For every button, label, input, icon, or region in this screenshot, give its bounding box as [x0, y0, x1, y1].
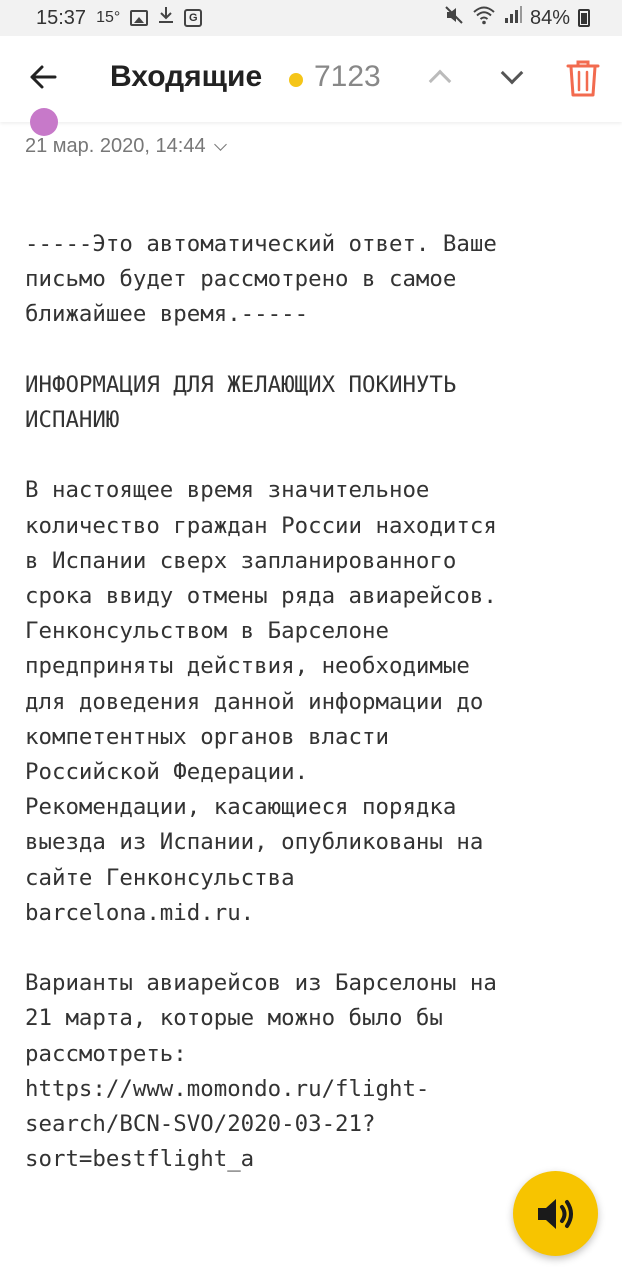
body-line: Генконсульством в Барселоне [25, 618, 389, 645]
body-line: ближайшее время.----- [25, 301, 309, 328]
body-line: -----Это автоматический ответ. Ваше [25, 231, 497, 257]
body-line: для доведения данной информации до [25, 688, 484, 715]
body-line: barcelona.mid.ru. [25, 899, 255, 926]
body-line: в Испании сверх запланированного [25, 547, 457, 574]
body-paragraph [25, 368, 605, 438]
body-paragraph [25, 473, 605, 931]
body-line: Рекомендации, касающиеся порядка [25, 794, 457, 821]
body-paragraph [25, 966, 605, 1177]
status-bar [0, 0, 622, 36]
wifi-icon [472, 5, 496, 31]
body-line: срока ввиду отмены ряда авиарейсов. [25, 583, 497, 609]
battery-percent: 84% [529, 6, 570, 29]
message-date-text: 21 мар. 2020, 14:44 [25, 135, 206, 157]
message-date[interactable] [25, 135, 225, 158]
body-line: выезда из Испании, опубликованы на [25, 829, 484, 856]
translate-icon: G [184, 9, 202, 27]
app-header [0, 36, 622, 122]
body-line: ИСПАНИЮ [25, 407, 120, 433]
body-line: 21 марта, которые можно было бы [25, 1005, 443, 1032]
chevron-down-icon [214, 138, 227, 151]
body-paragraph [25, 227, 605, 333]
link-line[interactable]: search/BCN-SVO/2020-03-21? [25, 1111, 376, 1138]
next-message-button[interactable] [497, 64, 527, 94]
body-line: В настоящее время значительное [25, 477, 430, 504]
body-line: Варианты авиарейсов из Барселоны на [25, 970, 497, 997]
body-line: компетентных органов власти [25, 723, 389, 750]
link-line[interactable]: sort=bestflight_a [25, 1146, 255, 1173]
status-temperature: 15° [96, 9, 121, 26]
sender-avatar[interactable] [30, 108, 58, 136]
status-time: 15:37 [36, 6, 87, 29]
download-icon [158, 6, 174, 30]
mute-icon [444, 5, 464, 31]
trash-icon[interactable] [566, 60, 602, 100]
message-body [25, 227, 605, 1213]
back-arrow-icon[interactable] [26, 62, 60, 96]
read-aloud-button[interactable] [513, 1171, 598, 1256]
previous-message-button[interactable] [425, 64, 455, 94]
body-line: количество граждан России находится [25, 512, 497, 539]
battery-icon [578, 9, 590, 27]
body-line: предприняты действия, необходимые [25, 653, 470, 680]
body-line: Российской Федерации. [25, 759, 309, 786]
body-line: сайте Генконсульства [25, 864, 295, 891]
signal-icon [504, 6, 522, 30]
speaker-icon [534, 1193, 578, 1235]
body-line: рассмотреть: [25, 1040, 187, 1067]
body-line: ИНФОРМАЦИЯ ДЛЯ ЖЕЛАЮЩИХ ПОКИНУТЬ [25, 371, 457, 398]
unread-count: 7123 [314, 60, 381, 93]
unread-dot [289, 73, 303, 87]
image-icon [130, 10, 148, 26]
body-line: письмо будет рассмотрено в самое [25, 266, 457, 293]
folder-title: Входящие [110, 60, 263, 93]
link-line[interactable]: https://www.momondo.ru/flight- [25, 1075, 430, 1102]
